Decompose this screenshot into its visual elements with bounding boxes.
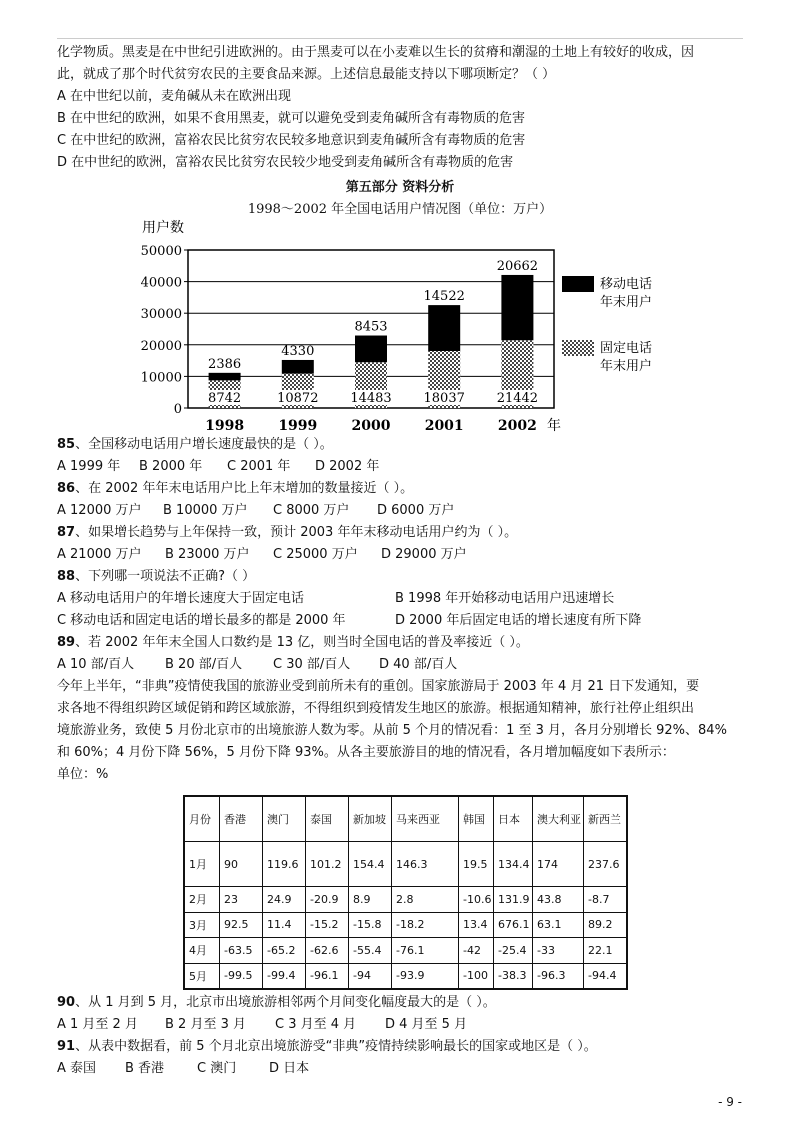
q86-option-b[interactable]: B 10000 万户 xyxy=(163,503,248,518)
table-cell: -94 xyxy=(349,963,392,989)
table-cell: 23 xyxy=(220,887,263,913)
table-cell: 101.2 xyxy=(306,842,349,887)
q89-text: 、若 2002 年年末全国人口数约是 13 亿，则当时全国电话的普及率接近（ ）。 xyxy=(75,635,529,650)
q86-option-d[interactable]: D 6000 万户 xyxy=(377,503,455,518)
x-tick-labels xyxy=(205,418,537,434)
table-cell: -38.3 xyxy=(494,963,533,989)
q87-option-c[interactable]: C 25000 万户 xyxy=(273,547,358,562)
table-cell: 13.4 xyxy=(459,912,494,938)
fixed-value-label: 10872 xyxy=(277,391,319,406)
q87-option-d[interactable]: D 29000 万户 xyxy=(381,547,467,562)
table-cell: 89.2 xyxy=(584,912,628,938)
mobile-value-label: 2386 xyxy=(208,356,242,372)
y-tick-label: 40000 xyxy=(140,275,182,291)
legend-fixed-line1: 固定电话 xyxy=(600,341,653,356)
q85-option-d[interactable]: D 2002 年 xyxy=(315,459,380,474)
bar-mobile-2002 xyxy=(501,275,533,340)
q87-stem xyxy=(57,524,517,542)
table-cell: 131.9 xyxy=(494,887,533,913)
q88-options-row2 xyxy=(57,612,641,630)
table-cell: 119.6 xyxy=(263,842,306,887)
q86-stem xyxy=(57,480,413,498)
table-cell: -25.4 xyxy=(494,938,533,964)
table-cell: 1月 xyxy=(184,842,220,887)
table-cell: -65.2 xyxy=(263,938,306,964)
bar-mobile-2001 xyxy=(428,305,460,351)
table-cell: 676.1 xyxy=(494,912,533,938)
q90-option-a[interactable]: A 1 月至 2 月 xyxy=(57,1017,138,1032)
table-header-row xyxy=(184,796,627,842)
fixed-value-label: 8742 xyxy=(208,391,242,406)
intro-line-2: 此，就成了那个时代贫穷农民的主要食品来源。上述信息最能支持以下哪项断定？（ ） xyxy=(57,67,556,82)
table-cell: 154.4 xyxy=(349,842,392,887)
table-cell: 22.1 xyxy=(584,938,628,964)
table-header-cell: 月份 xyxy=(184,796,220,842)
q85-options xyxy=(57,458,379,476)
q87-text: 、如果增长趋势与上年保持一致，预计 2003 年年末移动电话用户约为（ ）。 xyxy=(75,525,518,540)
intro-option-a: A 在中世纪以前，麦角碱从未在欧洲出现 xyxy=(57,89,292,104)
fixed-value-label: 18037 xyxy=(423,391,465,406)
table-cell: -62.6 xyxy=(306,938,349,964)
q85-text: 、全国移动电话用户增长速度最快的是（ ）。 xyxy=(75,437,333,452)
q90-number: 90 xyxy=(57,995,76,1010)
q88-option-d[interactable]: D 2000 年后固定电话的增长速度有所下降 xyxy=(395,613,642,628)
x-tick-label: 2002 xyxy=(497,418,537,434)
table-cell: 134.4 xyxy=(494,842,533,887)
table-cell: 43.8 xyxy=(533,887,584,913)
q90-option-b[interactable]: B 2 月至 3 月 xyxy=(165,1017,246,1032)
q89-option-c[interactable]: C 30 部/百人 xyxy=(273,657,351,672)
intro-line-1: 化学物质。黑麦是在中世纪引进欧洲的。由于黑麦可以在小麦难以生长的贫瘠和潮湿的土地上有较好的收成，因 xyxy=(57,45,695,60)
table-row xyxy=(184,842,627,887)
table-cell: 63.1 xyxy=(533,912,584,938)
q85-option-b[interactable]: B 2000 年 xyxy=(139,459,203,474)
q86-option-c[interactable]: C 8000 万户 xyxy=(273,503,350,518)
q88-text: 、下列哪一项说法不正确?（ ） xyxy=(75,569,256,584)
q90-stem xyxy=(57,994,496,1012)
q91-number: 91 xyxy=(57,1039,76,1054)
page-number: - 9 - xyxy=(718,1095,742,1109)
table-cell: -15.8 xyxy=(349,912,392,938)
table-cell: -10.6 xyxy=(459,887,494,913)
q88-option-a[interactable]: A 移动电话用户的年增长速度大于固定电话 xyxy=(57,591,305,606)
table-cell: -8.7 xyxy=(584,887,628,913)
mobile-value-label: 8453 xyxy=(354,319,388,335)
passage-line-3: 境旅游业务，致使 5 月份北京市的出境旅游人数为零。从前 5 个月的情况看：1 至 3 月，各月分别增长 92%、84% xyxy=(57,723,727,738)
y-tick-label: 0 xyxy=(173,402,182,417)
q88-options-row1 xyxy=(57,590,614,608)
q89-options xyxy=(57,656,457,674)
q90-options xyxy=(57,1016,467,1034)
table-cell: -55.4 xyxy=(349,938,392,964)
table-row xyxy=(184,963,627,989)
mobile-value-label: 20662 xyxy=(496,258,539,274)
table-row xyxy=(184,912,627,938)
q89-option-a[interactable]: A 10 部/百人 xyxy=(57,657,135,672)
y-tick-label: 50000 xyxy=(140,244,182,259)
y-tick-label: 10000 xyxy=(140,370,182,386)
fixed-value-label: 14483 xyxy=(350,391,392,406)
intro-option-c: C 在中世纪的欧洲，富裕农民比贫穷农民较多地意识到麦角碱所含有毒物质的危害 xyxy=(57,133,526,148)
table-cell: 146.3 xyxy=(392,842,459,887)
x-tick-label: 1999 xyxy=(278,418,318,434)
q86-text: 、在 2002 年年末电话用户比上年末增加的数量接近（ ）。 xyxy=(75,481,414,496)
table-row xyxy=(184,887,627,913)
q91-option-c[interactable]: C 澳门 xyxy=(197,1061,237,1076)
q87-options xyxy=(57,546,467,564)
table-cell: -42 xyxy=(459,938,494,964)
q91-option-b[interactable]: B 香港 xyxy=(125,1061,165,1076)
q85-option-c[interactable]: C 2001 年 xyxy=(227,459,291,474)
q87-option-a[interactable]: A 21000 万户 xyxy=(57,547,142,562)
table-cell: 3月 xyxy=(184,912,220,938)
table-cell: -100 xyxy=(459,963,494,989)
q90-option-c[interactable]: C 3 月至 4 月 xyxy=(275,1017,357,1032)
y-tick-labels xyxy=(141,244,182,417)
table-cell: -76.1 xyxy=(392,938,459,964)
section-title: 第五部分 资料分析 xyxy=(345,180,455,195)
q85-number: 85 xyxy=(57,437,76,452)
header-rule xyxy=(57,38,743,39)
table-header-cell: 香港 xyxy=(220,796,263,842)
table-cell: -94.4 xyxy=(584,963,628,989)
q91-options xyxy=(57,1060,309,1078)
bar-mobile-2000 xyxy=(355,336,387,363)
table-cell: -93.9 xyxy=(392,963,459,989)
table-cell: 19.5 xyxy=(459,842,494,887)
q90-text: 、从 1 月到 5 月，北京市出境旅游相邻两个月间变化幅度最大的是（ ）。 xyxy=(75,995,496,1010)
table-header-cell: 澳大利亚 xyxy=(533,796,584,842)
q91-option-d[interactable]: D 日本 xyxy=(269,1061,310,1076)
table-header-cell: 日本 xyxy=(494,796,533,842)
q85-option-a[interactable]: A 1999 年 xyxy=(57,459,121,474)
q88-option-c[interactable]: C 移动电话和固定电话的增长最多的都是 2000 年 xyxy=(57,613,346,628)
q89-stem xyxy=(57,634,529,652)
intro-option-b: B 在中世纪的欧洲，如果不食用黑麦，就可以避免受到麦角碱所含有毒物质的危害 xyxy=(57,111,526,126)
table-cell: 8.9 xyxy=(349,887,392,913)
table-cell: 174 xyxy=(533,842,584,887)
table-cell: 5月 xyxy=(184,963,220,989)
table-header-cell: 韩国 xyxy=(459,796,494,842)
table-body xyxy=(184,842,627,990)
table-cell: 11.4 xyxy=(263,912,306,938)
table-cell: 2.8 xyxy=(392,887,459,913)
q88-stem xyxy=(57,568,255,586)
x-tick-label: 1998 xyxy=(205,418,245,434)
q89-option-d[interactable]: D 40 部/百人 xyxy=(379,657,458,672)
q91-text: 、从表中数据看，前 5 个月北京出境旅游受“非典”疫情持续影响最长的国家或地区是（ ）。 xyxy=(75,1039,597,1054)
x-tick-label: 2001 xyxy=(424,418,464,434)
mobile-value-label: 4330 xyxy=(281,343,315,359)
table-header-cell: 马来西亚 xyxy=(392,796,459,842)
q88-option-b[interactable]: B 1998 年开始移动电话用户迅速增长 xyxy=(395,591,615,606)
tourism-table xyxy=(183,795,628,990)
passage-line-4: 和 60%；4 月份下降 56%，5 月份下降 93%。从各主要旅游目的地的情况看，各月增加幅度如下表所示： xyxy=(57,745,675,760)
table-cell: -18.2 xyxy=(392,912,459,938)
q85-stem xyxy=(57,436,333,454)
table-cell: -20.9 xyxy=(306,887,349,913)
q91-stem xyxy=(57,1038,597,1056)
table-cell: 237.6 xyxy=(584,842,628,887)
q90-option-d[interactable]: D 4 月至 5 月 xyxy=(385,1017,468,1032)
table-header-cell: 澳门 xyxy=(263,796,306,842)
fixed-value-label: 21442 xyxy=(496,391,539,406)
passage-line-1: 今年上半年，“非典”疫情使我国的旅游业受到前所未有的重创。国家旅游局于 2003 年 4 月 21 日下发通知，要 xyxy=(57,679,700,694)
table-header-cell: 泰国 xyxy=(306,796,349,842)
table-cell: 92.5 xyxy=(220,912,263,938)
table-cell: -15.2 xyxy=(306,912,349,938)
legend-fixed-swatch xyxy=(562,340,594,356)
x-axis-label: 年 xyxy=(547,418,561,434)
x-tick-label: 2000 xyxy=(351,418,391,434)
q86-option-a[interactable]: A 12000 万户 xyxy=(57,503,142,518)
q89-option-b[interactable]: B 20 部/百人 xyxy=(165,657,243,672)
phone-users-chart xyxy=(130,212,690,438)
bar-mobile-1999 xyxy=(282,360,314,374)
table-row xyxy=(184,938,627,964)
q86-number: 86 xyxy=(57,481,76,496)
table-cell: 24.9 xyxy=(263,887,306,913)
passage-line-2: 求各地不得组织跨区域促销和跨区域旅游，不得组织到疫情发生地区的旅游。根据通知精神，旅行社停止组织出 xyxy=(57,701,695,716)
mobile-value-label: 14522 xyxy=(423,289,465,305)
table-header-cell: 新西兰 xyxy=(584,796,628,842)
chart-title: 1998～2002 年全国电话用户情况图（单位：万户） xyxy=(247,202,553,217)
intro-option-d: D 在中世纪的欧洲，富裕农民比贫穷农民较少地受到麦角碱所含有毒物质的危害 xyxy=(57,155,514,170)
legend-mobile-line2: 年末用户 xyxy=(600,295,653,310)
table-cell: -99.5 xyxy=(220,963,263,989)
y-tick-label: 30000 xyxy=(140,307,182,323)
q89-number: 89 xyxy=(57,635,76,650)
bar-mobile-1998 xyxy=(209,373,241,381)
table-cell: 4月 xyxy=(184,938,220,964)
legend-fixed-line2: 年末用户 xyxy=(600,359,653,374)
table-cell: -96.1 xyxy=(306,963,349,989)
passage-unit: 单位：% xyxy=(57,767,109,782)
table-header-cell: 新加坡 xyxy=(349,796,392,842)
y-tick-label: 20000 xyxy=(140,338,182,354)
q87-option-b[interactable]: B 23000 万户 xyxy=(165,547,250,562)
q87-number: 87 xyxy=(57,525,76,540)
table-cell: 90 xyxy=(220,842,263,887)
legend-mobile-swatch xyxy=(562,276,594,292)
table-cell: -63.5 xyxy=(220,938,263,964)
table-cell: 2月 xyxy=(184,887,220,913)
q91-option-a[interactable]: A 泰国 xyxy=(57,1061,97,1076)
table-cell: -33 xyxy=(533,938,584,964)
y-axis-label: 用户数 xyxy=(142,220,184,236)
q88-number: 88 xyxy=(57,569,76,584)
table-cell: -99.4 xyxy=(263,963,306,989)
q86-options xyxy=(57,502,454,520)
table-cell: -96.3 xyxy=(533,963,584,989)
legend-mobile-line1: 移动电话 xyxy=(600,277,653,292)
